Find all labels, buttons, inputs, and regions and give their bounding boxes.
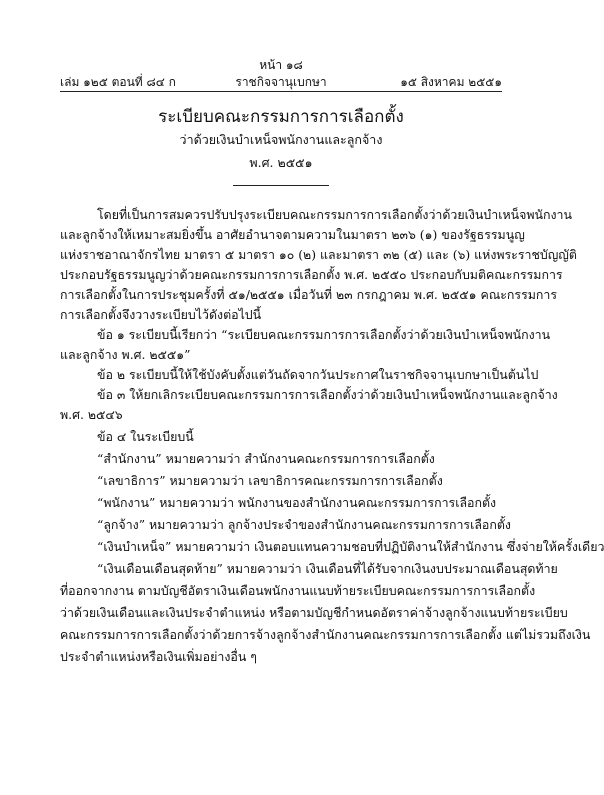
- body-line: การเลือกตั้งจึงวางระเบียบไว้ดังต่อไปนี้: [60, 307, 262, 322]
- body-line: ประกอบรัฐธรรมนูญว่าด้วยคณะกรรมการการเลือกตั้ง พ.ศ. ๒๕๕๐ ประกอบกับมติคณะกรรมการ: [60, 267, 563, 282]
- body-line: พ.ศ. ๒๕๔๖: [60, 407, 123, 422]
- document-year: พ.ศ. ๒๕๕๑: [249, 155, 313, 170]
- definition-gratuity: “เงินบำเหน็จ” หมายความว่า เงินตอบแทนความชอบที่ปฏิบัติงานให้สำนักงาน ซึ่งจ่ายให้ครั้งเดียว: [97, 539, 604, 554]
- body-line: และลูกจ้างให้เหมาะสมยิ่งขึ้น อาศัยอำนาจตามความในมาตรา ๒๓๖ (๑) ของรัฐธรรมนูญ: [60, 227, 525, 242]
- definition-staff: “ลูกจ้าง” หมายความว่า ลูกจ้างประจำของสำนักงานคณะกรรมการการเลือกตั้ง: [97, 517, 511, 532]
- document-subtitle: ว่าด้วยเงินบำเหน็จพนักงานและลูกจ้าง: [179, 132, 383, 147]
- body-line: แห่งราชอาณาจักรไทย มาตรา ๕ มาตรา ๑๐ (๒) และมาตรา ๓๒ (๕) และ (๖) แห่งพระราชบัญญัติ: [60, 247, 577, 262]
- body-line: ว่าด้วยเงินเดือนและเงินประจำตำแหน่ง หรือตามบัญชีกำหนดอัตราค่าจ้างลูกจ้างแนบท้ายระเบียบ: [60, 605, 568, 620]
- issue-info: เล่ม ๑๒๕ ตอนที่ ๘๔ ก: [60, 75, 176, 89]
- definition-secretary-general: “เลขาธิการ” หมายความว่า เลขาธิการคณะกรรมการการเลือกตั้ง: [97, 473, 443, 488]
- definition-last-salary: “เงินเดือนเดือนสุดท้าย” หมายความว่า เงินเดือนที่ได้รับจากเงินงบประมาณเดือนสุดท้าย: [97, 561, 558, 576]
- body-line: การเลือกตั้งในการประชุมครั้งที่ ๕๑/๒๕๕๑ เมื่อวันที่ ๒๓ กรกฎาคม พ.ศ. ๒๕๕๑ คณะกรรมการ: [60, 287, 558, 302]
- definition-office: “สำนักงาน” หมายความว่า สำนักงานคณะกรรมการการเลือกตั้ง: [97, 451, 435, 466]
- clause-2: ข้อ ๒ ระเบียบนี้ให้ใช้บังคับตั้งแต่วันถัดจากวันประกาศในราชกิจจานุเบกษาเป็นต้นไป: [97, 367, 539, 382]
- clause-3: ข้อ ๓ ให้ยกเลิกระเบียบคณะกรรมการการเลือกตั้งว่าด้วยเงินบำเหน็จพนักงานและลูกจ้าง: [97, 387, 558, 402]
- title-divider: [233, 185, 329, 186]
- body-line: และลูกจ้าง พ.ศ. ๒๕๕๑”: [60, 347, 191, 362]
- publication-date: ๑๕ สิงหาคม ๒๕๕๑: [400, 75, 502, 89]
- page-number: หน้า ๑๘: [259, 58, 303, 72]
- body-line: คณะกรรมการการเลือกตั้งว่าด้วยการจ้างลูกจ้างสำนักงานคณะกรรมการการเลือกตั้ง แต่ไม่รวมถึงเงิน: [60, 627, 591, 642]
- body-line: โดยที่เป็นการสมควรปรับปรุงระเบียบคณะกรรมการการเลือกตั้งว่าด้วยเงินบำเหน็จพนักงาน: [97, 207, 572, 222]
- clause-1: ข้อ ๑ ระเบียบนี้เรียกว่า “ระเบียบคณะกรรมการการเลือกตั้งว่าด้วยเงินบำเหน็จพนักงาน: [97, 327, 551, 342]
- document-title: ระเบียบคณะกรรมการการเลือกตั้ง: [158, 107, 404, 127]
- definition-employee: “พนักงาน” หมายความว่า พนักงานของสำนักงานคณะกรรมการการเลือกตั้ง: [97, 495, 497, 510]
- header-divider: [60, 91, 502, 92]
- publication-name: ราชกิจจานุเบกษา: [235, 75, 327, 89]
- body-line: ที่ออกจากงาน ตามบัญชีอัตราเงินเดือนพนักงานแนบท้ายระเบียบคณะกรรมการการเลือกตั้ง: [60, 583, 536, 598]
- clause-4: ข้อ ๔ ในระเบียบนี้: [97, 429, 194, 444]
- body-line: ประจำตำแหน่งหรือเงินเพิ่มอย่างอื่น ๆ: [60, 649, 257, 664]
